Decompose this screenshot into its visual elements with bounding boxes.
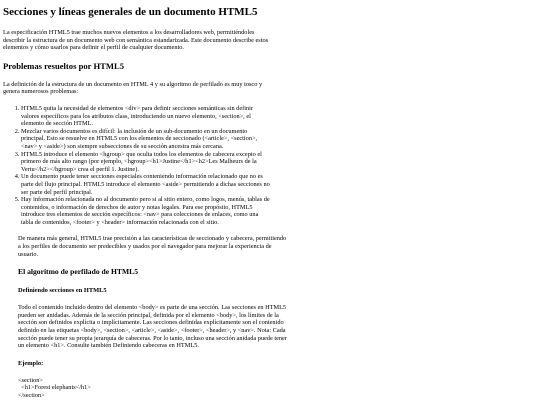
page-title: Secciones y líneas generales de un documento HTML5 [3,6,258,18]
list-item: 1. HTML5 quita la necesidad de elementos <div> para definir secciones semánticas sin definir valores específicos para los atributos class, introduciendo un nuevo elemento, <section>, el elemento de sección HTML. [21,105,271,128]
code-line: <section> [18,376,43,384]
closing-paragraph: De manera más general, HTML5 trae precisión a las características de seccionado y cabecera, permitiendo a los perfiles de documento ser predecibles y usados por el navegador para mejorar la experiencia de usuario. [18,235,287,258]
problems-paragraph: La definición de la estructura de un documento en HTML 4 y su algoritmo de perfilado es muy tosco y genera numerosos problemas: [3,80,263,96]
intro-paragraph: La especificación HTML5 trae muchos nuevos elementos a los desarrolladores web, permitiéndoles describir la estructura de un documento web con semántica estandarizada. Este documento describe estos elementos y cómo usarlos para definir el perfil de cualquier documento. [3,29,269,52]
section-heading-problems: Problemas resueltos por HTML5 [3,60,125,71]
list-item: 5. Hay información relacionada no al documento pero si al sitio entero, como logos, menús, tablas de contenidos, o información de derechos de autor y notas legales. Para ese propósito, HTML5 introduce tres elementos de sección específicos: <nav> para colecciones de enlaces, como una tabla de contenidos, <footer> y <header> información relacionada con el sitio. [21,196,271,226]
code-line: </section> [18,392,45,399]
example-label: Ejemplo: [18,359,44,367]
code-line: <h1>Forest elephants</h1> [18,384,91,392]
section-heading-algorithm: El algoritmo de perfilado de HTML5 [18,267,139,277]
list-item: 2. Mezclar varios documentos es difícil: la inclusión de un sub-documento en un documento principal. Esto se resuelve en HTML5 con los elementos de seccionado (<article>, <section>, <nav> y <aside>) son siempre subsecciones de su sección ancestra más cercana. [21,128,271,151]
subsection-heading-defining-sections: Definiendo secciones en HTML5 [18,287,107,295]
list-item: 3. HTML5 introduce el elemento <hgroup> que oculta todos los elementos de cabecera excepto el primero de más alto rango (por ejemplo, <hgroup><h1>Justine</h1><h2>Les Malheurs de la Vertu</h2></hgroup> crea el perfil 1. Justine). [21,151,271,174]
problems-list [3,105,271,227]
sections-paragraph: Todo el contenido incluido dentro del elemento <body> es parte de una sección. Las secciones en HTML5 pueden ser anidadas. Además de la sección principal, definida por el elemento <body>, los límites de la sección son definidos explícita o implícitamente. Las secciones definidas explícitamente son el contenido definido en las etiquetas <body>, <section>, <article>, <aside>, <footer>, <header>, y <nav>. Nota: Cada sección puede tener su propia jerarquía de cabeceras. Por lo tanto, incluso una sección anidada puede tener un elemento <h1>. Consulte también Definiendo cabeceras en HTML5. [18,304,287,350]
list-item: 4. Un documento puede tener secciones especiales conteniendo información relacionado que no es parte del flujo principal. HTML5 introduce el elemento <aside> permitiendo a dichas secciones no ser parte del perfil principal. [21,173,271,196]
